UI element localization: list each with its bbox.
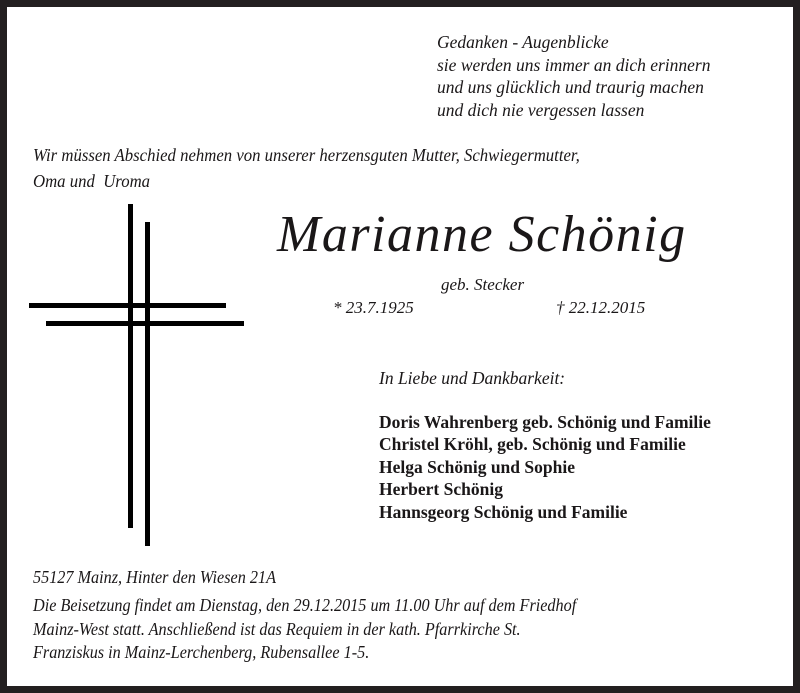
mourner: Helga Schönig und Sophie bbox=[379, 456, 575, 477]
funeral-line: Mainz-West statt. Anschließend ist das Requiem in der kath. Pfarrkirche St. bbox=[33, 618, 521, 639]
intro-line: Wir müssen Abschied nehmen von unserer herzensguten Mutter, Schwiegermutter, bbox=[33, 145, 580, 165]
funeral-info bbox=[33, 594, 576, 665]
poem-line: und dich nie vergessen lassen bbox=[437, 99, 645, 120]
deceased-name: Marianne Schönig bbox=[277, 206, 687, 263]
death-date: † 22.12.2015 bbox=[556, 298, 646, 317]
born-name: geb. Stecker bbox=[441, 275, 525, 294]
birth-date: * 23.7.1925 bbox=[333, 298, 414, 317]
mourner: Hannsgeorg Schönig und Familie bbox=[379, 501, 628, 522]
intro-text bbox=[33, 142, 580, 194]
thanks-line: In Liebe und Dankbarkeit: bbox=[379, 368, 566, 388]
poem-line: sie werden uns immer an dich erinnern bbox=[437, 54, 711, 75]
obituary-notice bbox=[7, 7, 793, 686]
poem-line: und uns glücklich und traurig machen bbox=[437, 77, 704, 97]
mourner: Herbert Schönig bbox=[379, 479, 503, 500]
intro-line: Oma und Uroma bbox=[33, 171, 151, 191]
funeral-line: Franziskus in Mainz-Lerchenberg, Rubensallee 1-5. bbox=[33, 642, 370, 662]
address: 55127 Mainz, Hinter den Wiesen 21A bbox=[33, 567, 276, 587]
mourners-list bbox=[379, 411, 711, 523]
poem-line: Gedanken - Augenblicke bbox=[437, 32, 609, 52]
funeral-line: Die Beisetzung findet am Dienstag, den 29.12.2015 um 11.00 Uhr auf dem Friedhof bbox=[33, 595, 577, 615]
mourner: Doris Wahrenberg geb. Schönig und Familie bbox=[379, 412, 711, 432]
mourner: Christel Kröhl, geb. Schönig und Familie bbox=[379, 434, 686, 455]
poem bbox=[437, 31, 710, 121]
